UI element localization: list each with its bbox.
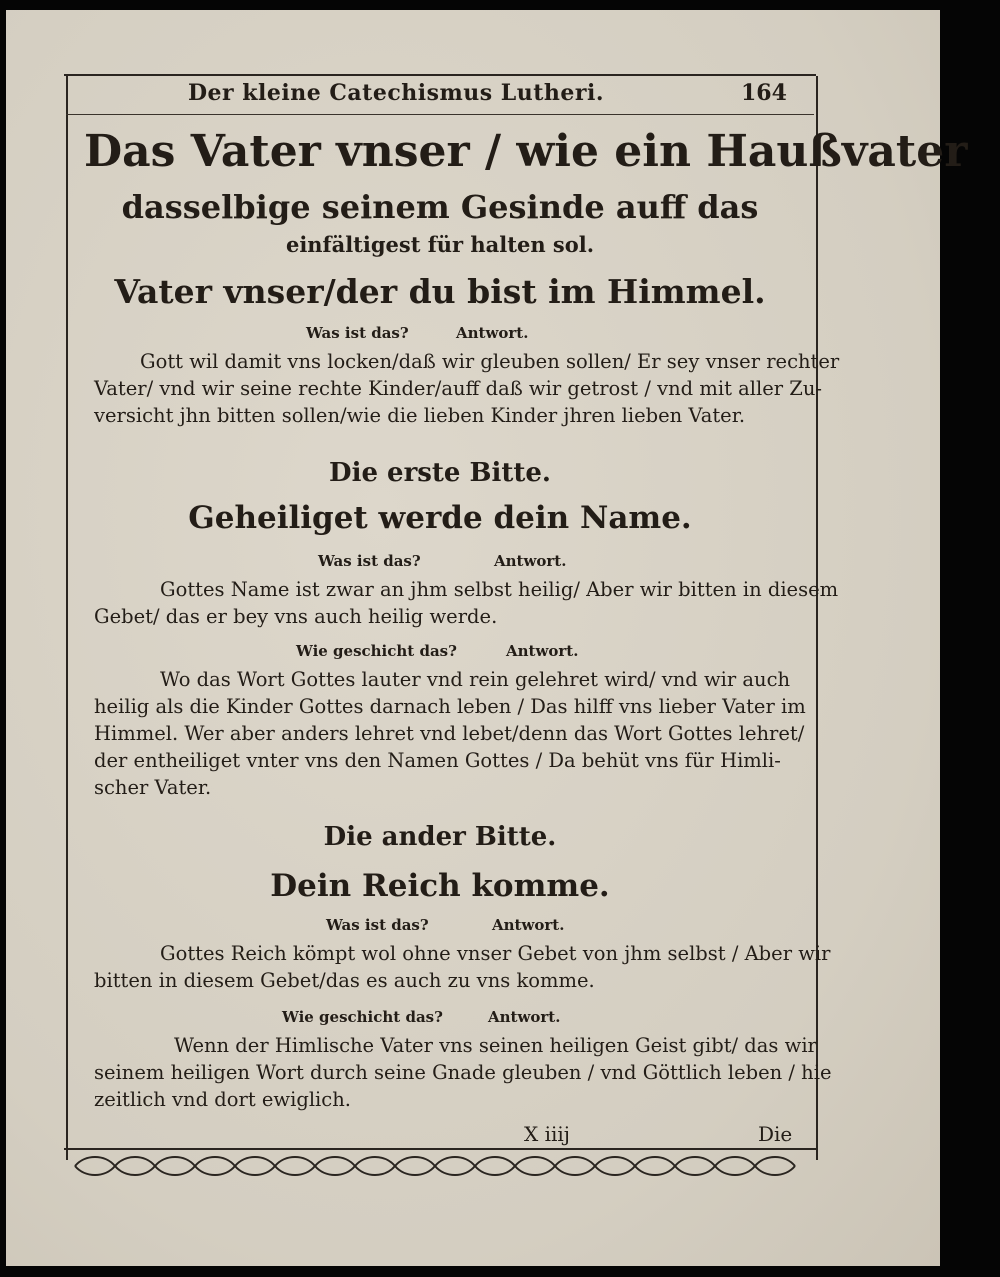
title-line-3: einfältigest für halten sol. [285,232,595,257]
title-line-1: Das Vater vnser / wie ein Haußvater [84,126,968,177]
question-label: Was ist das? [326,916,429,934]
header-rule [66,114,814,115]
frame-top-rule [64,74,816,76]
first-petition-subheading: Geheiliget werde dein Name. [188,500,692,536]
text-line: Himmel. Wer aber anders lehret vnd lebet/denn das Wort Gottes lehret/ [94,722,805,745]
text-line: heilig als die Kinder Gottes darnach leben / Das hilff vns lieber Vater im [94,695,806,718]
text-line: Gottes Name ist zwar an jhm selbst heilig/ Aber wir bitten in diesem [160,578,839,601]
text-line: Vater/ vnd wir seine rechte Kinder/auff daß wir getrost / vnd mit aller Zu- [94,377,822,400]
ornamental-border [70,1152,810,1180]
frame-bottom-rule [64,1148,816,1150]
answer-label: Antwort. [456,324,529,342]
answer-label: Antwort. [506,642,579,660]
section-2b-text [94,666,806,801]
text-line: Gott wil damit vns locken/daß wir gleuben sollen/ Er sey vnser rechter [140,350,840,373]
title-line-2: dasselbige seinem Gesinde auff das [121,188,759,226]
text-line: versicht jhn bitten sollen/wie die lieben Kinder jhren lieben Vater. [94,404,746,427]
text-line: zeitlich vnd dort ewiglich. [94,1088,351,1111]
text-line: Wenn der Himlische Vater vns seinen heiligen Geist gibt/ das wir [174,1034,817,1057]
text-line: der entheiliget vnter vns den Namen Gottes / Da behüt vns für Himli- [94,749,781,772]
section-2a-text [94,576,839,630]
text-line: scher Vater. [94,776,212,799]
second-petition-subheading: Dein Reich komme. [270,868,610,904]
question-label: Was ist das? [306,324,409,342]
text-line: seinem heiligen Wort durch seine Gnade gleuben / vnd Göttlich leben / hie [94,1061,832,1084]
text-line: bitten in diesem Gebet/das es auch zu vns komme. [94,969,595,992]
petition-heading: Vater vnser/der du bist im Himmel. [114,272,766,311]
book-page [6,10,968,1266]
text-line: Gottes Reich kömpt wol ohne vnser Gebet von jhm selbst / Aber wir [160,942,831,965]
section-3a-text [94,940,831,994]
question-label: Wie geschicht das? [296,642,457,660]
question-label: Wie geschicht das? [282,1008,443,1026]
text-line: Gebet/ das er bey vns auch heilig werde. [94,605,498,628]
first-petition-heading: Die erste Bitte. [329,458,551,488]
page-number: 164 [741,80,787,106]
text-line: Wo das Wort Gottes lauter vnd rein gelehret wird/ vnd wir auch [160,668,791,691]
running-title: Der kleine Catechismus Lutheri. [187,80,605,106]
second-petition-heading: Die ander Bitte. [323,822,557,852]
section-3b-text [94,1032,832,1113]
answer-label: Antwort. [494,552,567,570]
answer-label: Antwort. [488,1008,561,1026]
signature-mark: X iiij [524,1122,570,1146]
answer-label: Antwort. [492,916,565,934]
section-1-text [94,348,840,429]
catchword: Die [758,1122,793,1146]
question-label: Was ist das? [318,552,421,570]
